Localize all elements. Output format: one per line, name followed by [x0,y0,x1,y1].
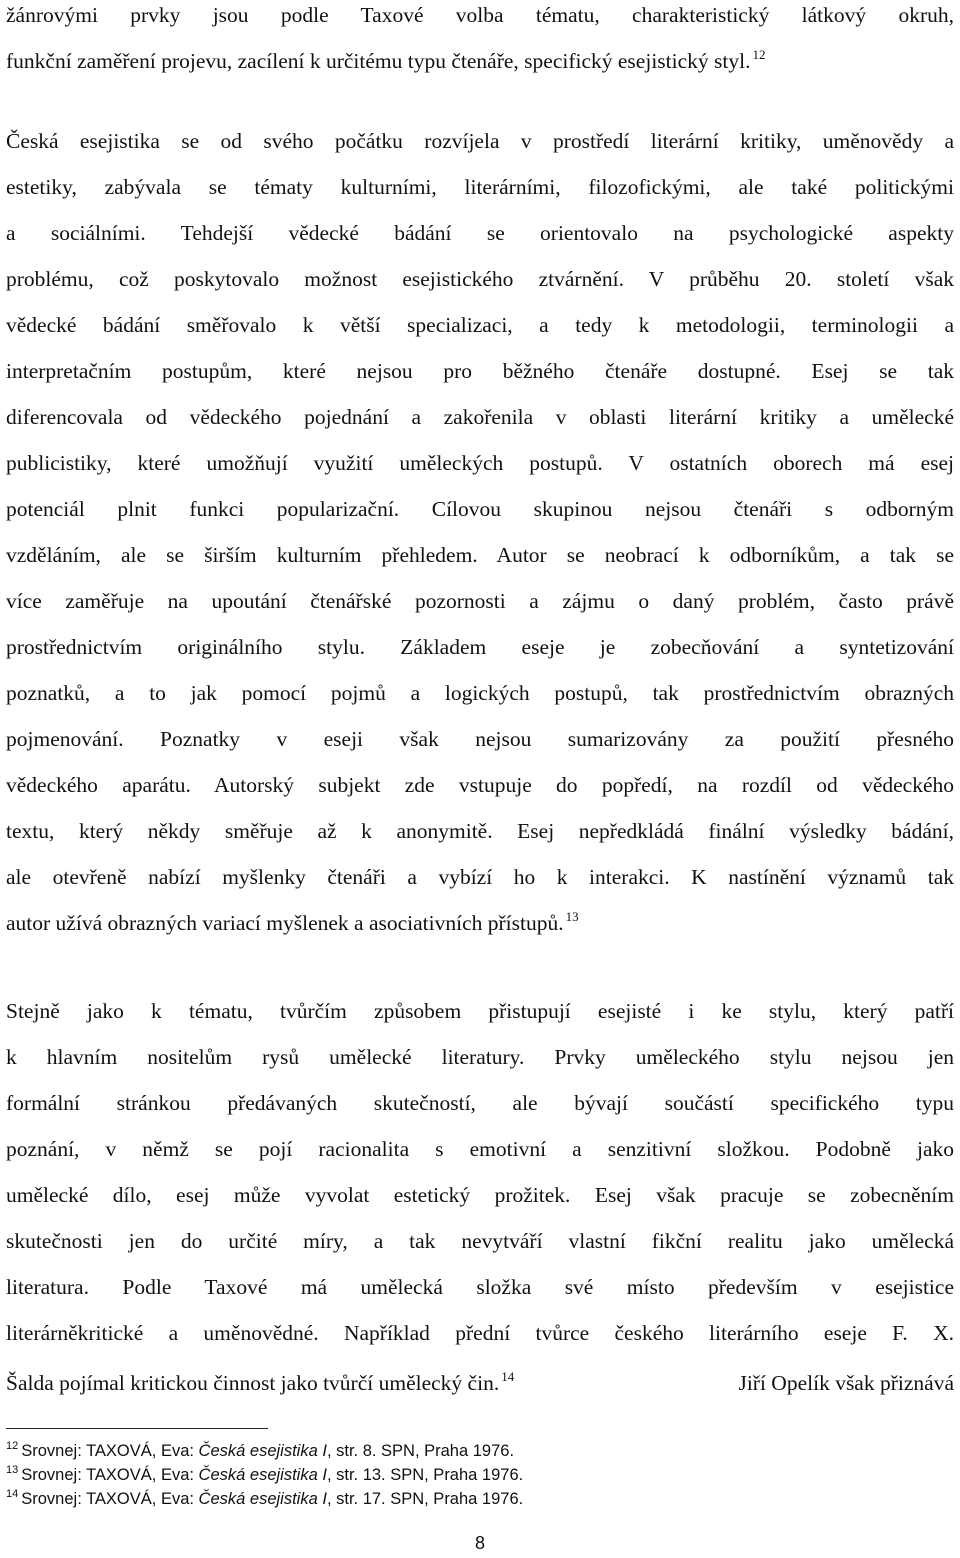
text-line-content: funkční zaměření projevu, zacílení k určitému typu čtenáře, specifický esejistický styl. [6,49,751,73]
text-line: umělecké dílo, esej může vyvolat estetický prožitek. Esej však pracuje se zobecněním [6,1183,954,1207]
footnote-ref-12[interactable]: 12 [752,47,766,62]
text-line: literatura. Podle Taxové má umělecká složka své místo především v esejistice [6,1275,954,1299]
footnote-title: Česká esejistika I [198,1466,327,1484]
text-line: estetiky, zabývala se tématy kulturními, literárními, filozofickými, ale také politickými [6,175,954,199]
text-line [6,908,954,938]
footnote-ref-14[interactable]: 14 [501,1369,515,1384]
text-line: skutečnosti jen do určité míry, a tak nevytváří vlastní fikční realitu jako umělecká [6,1229,954,1253]
footnote-12 [6,1440,514,1462]
text-line: formální stránkou předávaných skutečností, ale bývají součástí specifického typu [6,1091,954,1115]
footnote-prefix: Srovnej: TAXOVÁ, Eva: [21,1442,199,1460]
footnote-ref-13[interactable]: 13 [565,909,579,924]
text-line: více zaměřuje na upoutání čtenářské pozornosti a zájmu o daný problém, často právě [6,589,954,613]
footnote-suffix: , str. 17. SPN, Praha 1976. [326,1490,524,1508]
text-line-content: Šalda pojímal kritickou činnost jako tvůrčí umělecký čin. [6,1371,500,1395]
text-line: vědeckého aparátu. Autorský subjekt zde vstupuje do popředí, na rozdíl od vědeckého [6,773,954,797]
text-line: diferencovala od vědeckého pojednání a zakořenila v oblasti literární kritiky a umělecké [6,405,954,429]
text-line: problému, což poskytovalo možnost esejistického ztvárnění. V průběhu 20. století však [6,267,954,291]
footnote-number: 12 [6,1440,19,1452]
footnote-suffix: , str. 8. SPN, Praha 1976. [326,1442,515,1460]
footnote-suffix: , str. 13. SPN, Praha 1976. [326,1466,524,1484]
footnote-separator [6,1428,268,1429]
text-line: poznání, v němž se pojí racionalita s emotivní a senzitivní složkou. Podobně jako [6,1137,954,1161]
footnote-14 [6,1488,523,1510]
text-line: ale otevřeně nabízí myšlenky čtenáři a vybízí ho k interakci. K nastínění významů tak [6,865,954,889]
footnote-number: 13 [6,1464,19,1476]
text-line-content: autor užívá obrazných variací myšlenek a asociativních přístupů. [6,911,564,935]
page-number: 8 [474,1533,485,1553]
text-line: interpretačním postupům, které nejsou pro běžného čtenáře dostupné. Esej se tak [6,359,954,383]
text-line: potenciál plnit funkci popularizační. Cílovou skupinou nejsou čtenáři s odborným [6,497,954,521]
text-line: publicistiky, které umožňují využití uměleckých postupů. V ostatních oborech má esej [6,451,954,475]
footnote-13 [6,1464,523,1486]
text-line: žánrovými prvky jsou podle Taxové volba tématu, charakteristický látkový okruh, [6,3,954,27]
footnote-prefix: Srovnej: TAXOVÁ, Eva: [21,1490,199,1508]
text-line-start [6,1368,514,1398]
text-line: vzděláním, ale se širším kulturním přehledem. Autor se neobrací k odborníkům, a tak se [6,543,954,567]
text-line: poznatků, a to jak pomocí pojmů a logických postupů, tak prostřednictvím obrazných [6,681,954,705]
text-line-end: Jiří Opelík však přiznává [738,1371,954,1395]
text-line: vědecké bádání směřovalo k větší specializaci, a tedy k metodologii, terminologii a [6,313,954,337]
footnote-number: 14 [6,1488,19,1500]
text-line: k hlavním nositelům rysů umělecké literatury. Prvky uměleckého stylu nejsou jen [6,1045,954,1069]
text-line: literárněkritické a uměnovědné. Například přední tvůrce českého literárního eseje F. X. [6,1321,954,1345]
text-line: pojmenování. Poznatky v eseji však nejsou sumarizovány za použití přesného [6,727,954,751]
text-line: prostřednictvím originálního stylu. Základem eseje je zobecňování a syntetizování [6,635,954,659]
text-line [6,46,954,76]
text-line: Česká esejistika se od svého počátku rozvíjela v prostředí literární kritiky, uměnovědy a [6,129,954,153]
footnote-title: Česká esejistika I [198,1442,327,1460]
footnote-title: Česká esejistika I [198,1490,327,1508]
text-line: Stejně jako k tématu, tvůrčím způsobem přistupují esejisté i ke stylu, který patří [6,999,954,1023]
text-line: a sociálními. Tehdejší vědecké bádání se orientovalo na psychologické aspekty [6,221,954,245]
text-line [6,1368,954,1398]
text-line: textu, který někdy směřuje až k anonymitě. Esej nepředkládá finální výsledky bádání, [6,819,954,843]
footnote-prefix: Srovnej: TAXOVÁ, Eva: [21,1466,199,1484]
